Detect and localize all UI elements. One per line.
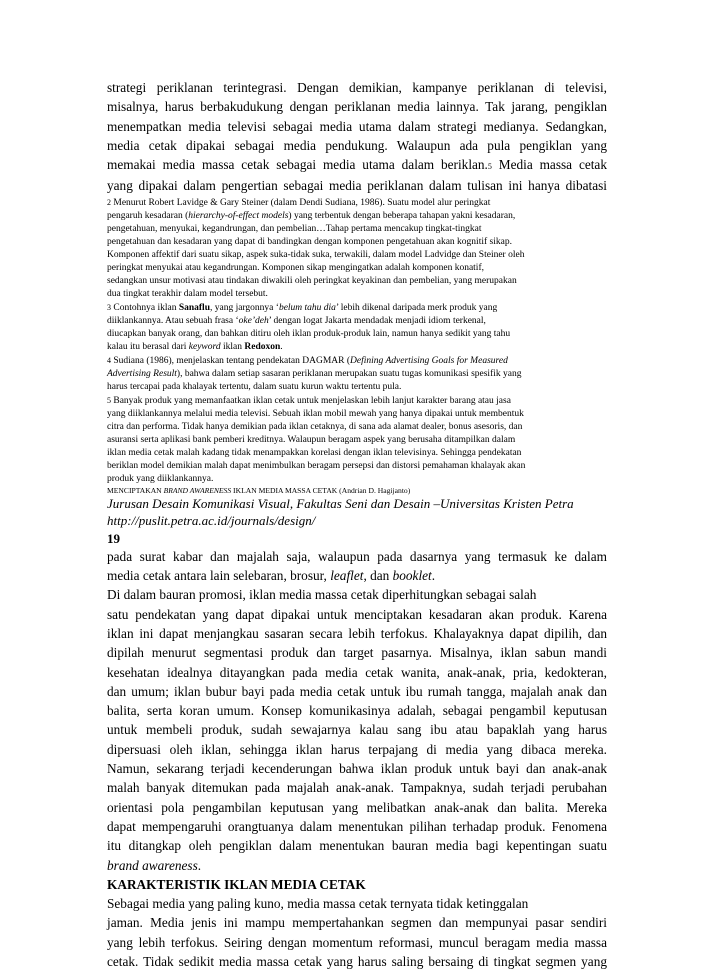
- text-line: dipilah menurut segmentasi produk dan target pasarnya. Misalnya, iklan sabun mandi: [107, 645, 607, 661]
- text-line: cetak. Tidak sedikit media massa cetak yang harus saling bersaing di tingkat segmen yang: [107, 954, 607, 970]
- text-line: pada surat kabar dan majalah saja, walaupun pada dasarnya yang termasuk ke dalam: [107, 548, 607, 564]
- text-line: yang lebih terfokus. Seiring dengan momentum reformasi, muncul beragam media massa: [107, 934, 607, 950]
- footnote-line: Komponen affektif dari suatu sikap, aspek suka-tidak suka, terwakili, dalam model Ladvidge dan Steiner oleh: [107, 249, 525, 260]
- text-line: menempatkan media televisi sebagai media utama dalam strategi medianya. Sedangkan,: [107, 118, 607, 134]
- footnote-line: iklan media cetak malah kadang tidak menampakkan korelasi dengan iklan televisinya. Sehingga pendekatan: [107, 447, 522, 458]
- footnote-line: yang diiklankannya melalui media televisi. Sebuah iklan mobil mewah yang hanya dipakai untuk membentuk: [107, 408, 524, 419]
- text-line: strategi periklanan terintegrasi. Dengan demikian, kampanye periklanan di televisi,: [107, 80, 607, 95]
- text-line: memakai media massa cetak sebagai media utama dalam beriklan.5 Media massa cetak: [107, 157, 607, 173]
- text-line: Sebagai media yang paling kuno, media massa cetak ternyata tidak ketinggalan: [107, 896, 529, 912]
- journal-url: http://puslit.petra.ac.id/journals/design/: [107, 513, 316, 529]
- page-footer: [107, 486, 607, 547]
- footnote-line: pengetahuan, menyukai, kegandrungan, dan pembelian…Tahap pertama mencakup tingkat-tingkat: [107, 223, 482, 234]
- journal-affiliation: Jurusan Desain Komunikasi Visual, Fakultas Seni dan Desain –Universitas Kristen Petra: [107, 495, 574, 511]
- footnote-line: peringkat menyukai atau kegandrungan. Komponen sikap mengingatkan adalah komponen konatif,: [107, 262, 484, 273]
- footnote-number: 5: [107, 395, 111, 405]
- footnote-line: citra dan performa. Tidak hanya demikian pada iklan cetaknya, di sana ada alamat dealer, bonus asesoris, dan: [107, 421, 523, 432]
- footnote-ref: 5: [487, 162, 492, 172]
- footnote-line: pengetahuan dan kesadaran yang dapat di bandingkan dengan komponen pengetahuan akan kognitif sikap.: [107, 236, 512, 247]
- footnote-5-line: 5 Banyak produk yang memanfaatkan iklan cetak untuk menjelaskan lebih lanjut karakter barang atau jasa: [107, 395, 511, 406]
- text-line: jaman. Media jenis ini mampu mempertahankan segmen dan mempunyai pasar sendiri: [107, 915, 607, 931]
- footnote-line: dua tingkat terakhir dalam model tersebut.: [107, 288, 268, 299]
- text-line: kesehatan idealnya ditayangkan pada media cetak wanita, anak-anak, pria, kedokteran,: [107, 664, 607, 680]
- text-line: yang dipakai dalam pengertian sebagai media periklanan dalam tulisan ini hanya dibatasi: [107, 178, 607, 194]
- footnote-line: pengaruh kesadaran (hierarchy-of-effect models) yang terbentuk dengan beberapa tahapan yakni kesadaran,: [107, 210, 516, 221]
- footnote-number: 2: [107, 197, 111, 207]
- page-number: 19: [107, 530, 120, 546]
- footnote-line: kalau itu berasal dari keyword iklan Redoxon.: [107, 341, 283, 352]
- text-line: Namun, sekarang terjadi kecenderungan bahwa iklan produk untuk bayi dan anak-anak: [107, 761, 607, 777]
- text-line: misalnya, harus berbakudukung dengan periklanan media lainnya. Tak jarang, pengiklan: [107, 99, 607, 115]
- section-heading: KARAKTERISTIK IKLAN MEDIA CETAK: [107, 876, 366, 892]
- footnotes: [107, 196, 607, 486]
- text-line: malah banyak ditemukan pada majalah anak-anak. Tampaknya, sudah terjadi perubahan: [107, 780, 607, 796]
- top-paragraph: [107, 78, 607, 196]
- text-line: dan umum; iklan bubur bayi pada media cetak untuk ibu rumah tangga, majalah anak dan: [107, 683, 607, 699]
- footnote-line: diiklankannya. Atau sebuah frasa ‘oke’deh’ dengan logat Jakarta mendadak menjadi idiom terkenal,: [107, 315, 486, 326]
- footnote-line: sedangkan unsur motivasi atau tindakan diwakili oleh peringkat keyakinan dan pembelian, yang merupakan: [107, 275, 517, 286]
- text-line: orientasi pola pengambilan keputusan yang melibatkan anak-anak dan balita. Mereka: [107, 799, 607, 815]
- text-line: dipersuasi oleh iklan, sehingga iklan harus terpajang di media yang dibaca mereka.: [107, 741, 607, 757]
- text-line: media cetak antara lain selebaran, brosur, leaflet, dan booklet.: [107, 568, 436, 584]
- text-line: media cetak dipakai sebagai media pendukung. Walaupun ada pula pengiklan yang: [107, 137, 607, 153]
- footnote-3-line: 3 Contohnya iklan Sanaflu, yang jargonnya ‘belum tahu dia’ lebih dikenal daripada merk produk yang: [107, 302, 498, 313]
- text-line: iklan ini dapat menjangkau sasaran secara lebih terfokus. Khalayaknya dapat dipilih, dan: [107, 625, 607, 641]
- main-body: [107, 547, 607, 971]
- text-line: untuk membeli produk, sudah sewajarnya kalau sang ibu atau bapaklah yang harus: [107, 722, 607, 738]
- footnote-line: Advertising Result), bahwa dalam setiap sasaran periklanan merupakan suatu tugas komunikasi spesifik yang: [107, 368, 522, 379]
- text-line: satu pendekatan yang dapat dipakai untuk menciptakan kesadaran akan produk. Karena: [107, 606, 607, 622]
- text-line: itu ditangkap oleh pengiklan dalam menentukan bauran media bagi kepentingan suatu: [107, 838, 607, 854]
- footnote-4-line: 4 Sudiana (1986), menjelaskan tentang pendekatan DAGMAR (Defining Advertising Goals for Measured: [107, 355, 508, 366]
- footnote-number: 4: [107, 355, 111, 365]
- footnote-line: produk yang diiklankannya.: [107, 473, 214, 484]
- footnote-line: diucapkan banyak orang, dan bahkan ditiru oleh iklan produk-produk lain, namun hanya sedikit yang tahu: [107, 328, 511, 339]
- footnote-line: asuransi serta aplikasi bank pemberi kreditnya. Walaupun beragam aspek yang berusaha ditampilkan dalam: [107, 434, 516, 445]
- running-head: MENCIPTAKAN BRAND AWARENESS IKLAN MEDIA MASSA CETAK (Andrian D. Hagijanto): [107, 485, 411, 495]
- footnote-2-line: 2 Menurut Robert Lavidge & Gary Steiner (dalam Dendi Sudiana, 1986). Suatu model alur peringkat: [107, 197, 491, 208]
- footnote-line: beriklan model demikian malah dapat menimbulkan beragam persepsi dan distorsi pemahaman khalayak akan: [107, 460, 526, 471]
- text-line: Di dalam bauran promosi, iklan media massa cetak diperhitungkan sebagai salah: [107, 587, 537, 603]
- text-line: balita, serta koran umum. Konsep komunikasinya adalah, sebagai pengambil keputusan: [107, 703, 607, 719]
- footnote-number: 3: [107, 302, 111, 312]
- document-page: [107, 78, 607, 971]
- text-line: dapat mempengaruhi orangtuanya dalam menentukan pilihan terhadap produk. Fenomena: [107, 818, 607, 834]
- footnote-line: harus tercapai pada khalayak tertentu, dalam suatu kurun waktu tertentu pula.: [107, 381, 402, 392]
- text-line: brand awareness.: [107, 857, 202, 873]
